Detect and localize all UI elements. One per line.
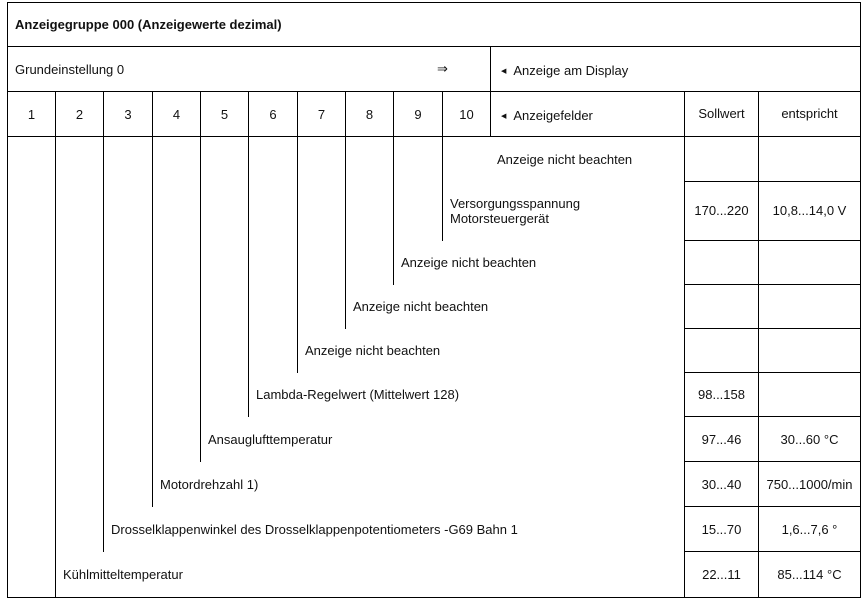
- field-number: 5: [220, 107, 229, 122]
- entspricht-value: 1,6...7,6 °: [781, 522, 838, 537]
- field-number: 10: [459, 107, 474, 122]
- pointer-icon: ◀: [501, 68, 507, 75]
- value-row-sep: [684, 461, 861, 462]
- leader-line-field-2: [55, 136, 56, 598]
- field-number: 7: [317, 107, 326, 122]
- field-number: 9: [414, 107, 422, 122]
- value-row-sep: [684, 240, 861, 241]
- header-divider: [7, 46, 861, 47]
- frame-bottom: [7, 597, 861, 598]
- basic-setting-label: Grundeinstellung 0: [15, 62, 125, 77]
- sollwert-value: 170...220: [694, 203, 749, 218]
- right-arrow-icon: ⇒: [437, 61, 448, 76]
- field-2-description: Drosselklappenwinkel des Drosselklappenpotentiometers -G69 Bahn 1: [111, 522, 518, 537]
- field-5-description: Lambda-Regelwert (Mittelwert 128): [256, 387, 460, 402]
- field-1-description: Kühlmitteltemperatur: [63, 567, 183, 582]
- value-row-sep: [684, 328, 861, 329]
- display-label-text: Anzeige am Display: [513, 63, 629, 78]
- sollwert-value: 97...46: [701, 432, 742, 447]
- sollwert-header: Sollwert: [698, 106, 745, 121]
- field-number: 2: [75, 107, 84, 122]
- leader-line-field-8: [345, 136, 346, 329]
- field-4-description: Ansauglufttemperatur: [208, 432, 333, 447]
- field-number: 1: [27, 107, 36, 122]
- leader-line-field-10: [442, 136, 443, 241]
- field-10-description: Anzeige nicht beachten: [497, 152, 633, 167]
- leader-line-field-7: [297, 136, 298, 373]
- display-fields-label-text: Anzeigefelder: [513, 108, 593, 123]
- leader-line-field-3: [103, 136, 104, 552]
- row2-divider: [7, 136, 861, 137]
- entspricht-value: 85...114 °C: [777, 567, 842, 582]
- value-row-sep: [684, 551, 861, 552]
- field-number: 3: [124, 107, 132, 122]
- field-8-description: Anzeige nicht beachten: [401, 255, 537, 270]
- field-6-description: Anzeige nicht beachten: [305, 343, 441, 358]
- entspricht-header: entspricht: [781, 106, 838, 121]
- value-row-sep: [684, 284, 861, 285]
- field-number: 4: [172, 107, 181, 122]
- entspricht-value: 750...1000/min: [766, 477, 853, 492]
- sollwert-value: 30...40: [701, 477, 742, 492]
- value-row-sep: [684, 416, 861, 417]
- field-9-description-line2: Motorsteuergerät: [450, 211, 549, 226]
- display-fields-label: [501, 108, 593, 124]
- field-number: 6: [269, 107, 277, 122]
- field-7-description: Anzeige nicht beachten: [353, 299, 489, 314]
- display-divider: [490, 46, 491, 137]
- value-row-sep: [684, 181, 861, 182]
- pointer-icon: ◀: [501, 113, 507, 120]
- sollwert-value: 15...70: [701, 522, 742, 537]
- entspricht-value: 30...60 °C: [780, 432, 839, 447]
- leader-line-field-9: [393, 136, 394, 285]
- entspricht-value: 10,8...14,0 V: [772, 203, 847, 218]
- field-number: 8: [365, 107, 374, 122]
- value-row-sep: [684, 372, 861, 373]
- table-title: Anzeigegruppe 000 (Anzeigewerte dezimal): [15, 17, 282, 32]
- leader-line-field-4: [152, 136, 153, 507]
- frame-top: [7, 2, 861, 3]
- leader-line-field-5: [200, 136, 201, 462]
- leader-line-field-6: [248, 136, 249, 417]
- field-3-description: Motordrehzahl 1): [160, 477, 259, 492]
- sollwert-value: 22...11: [702, 567, 741, 582]
- field-9-description: Versorgungsspannung: [450, 196, 581, 211]
- value-row-sep: [684, 506, 861, 507]
- sollwert-value: 98...158: [698, 387, 745, 402]
- display-label: [501, 63, 628, 79]
- row1-divider: [7, 91, 861, 92]
